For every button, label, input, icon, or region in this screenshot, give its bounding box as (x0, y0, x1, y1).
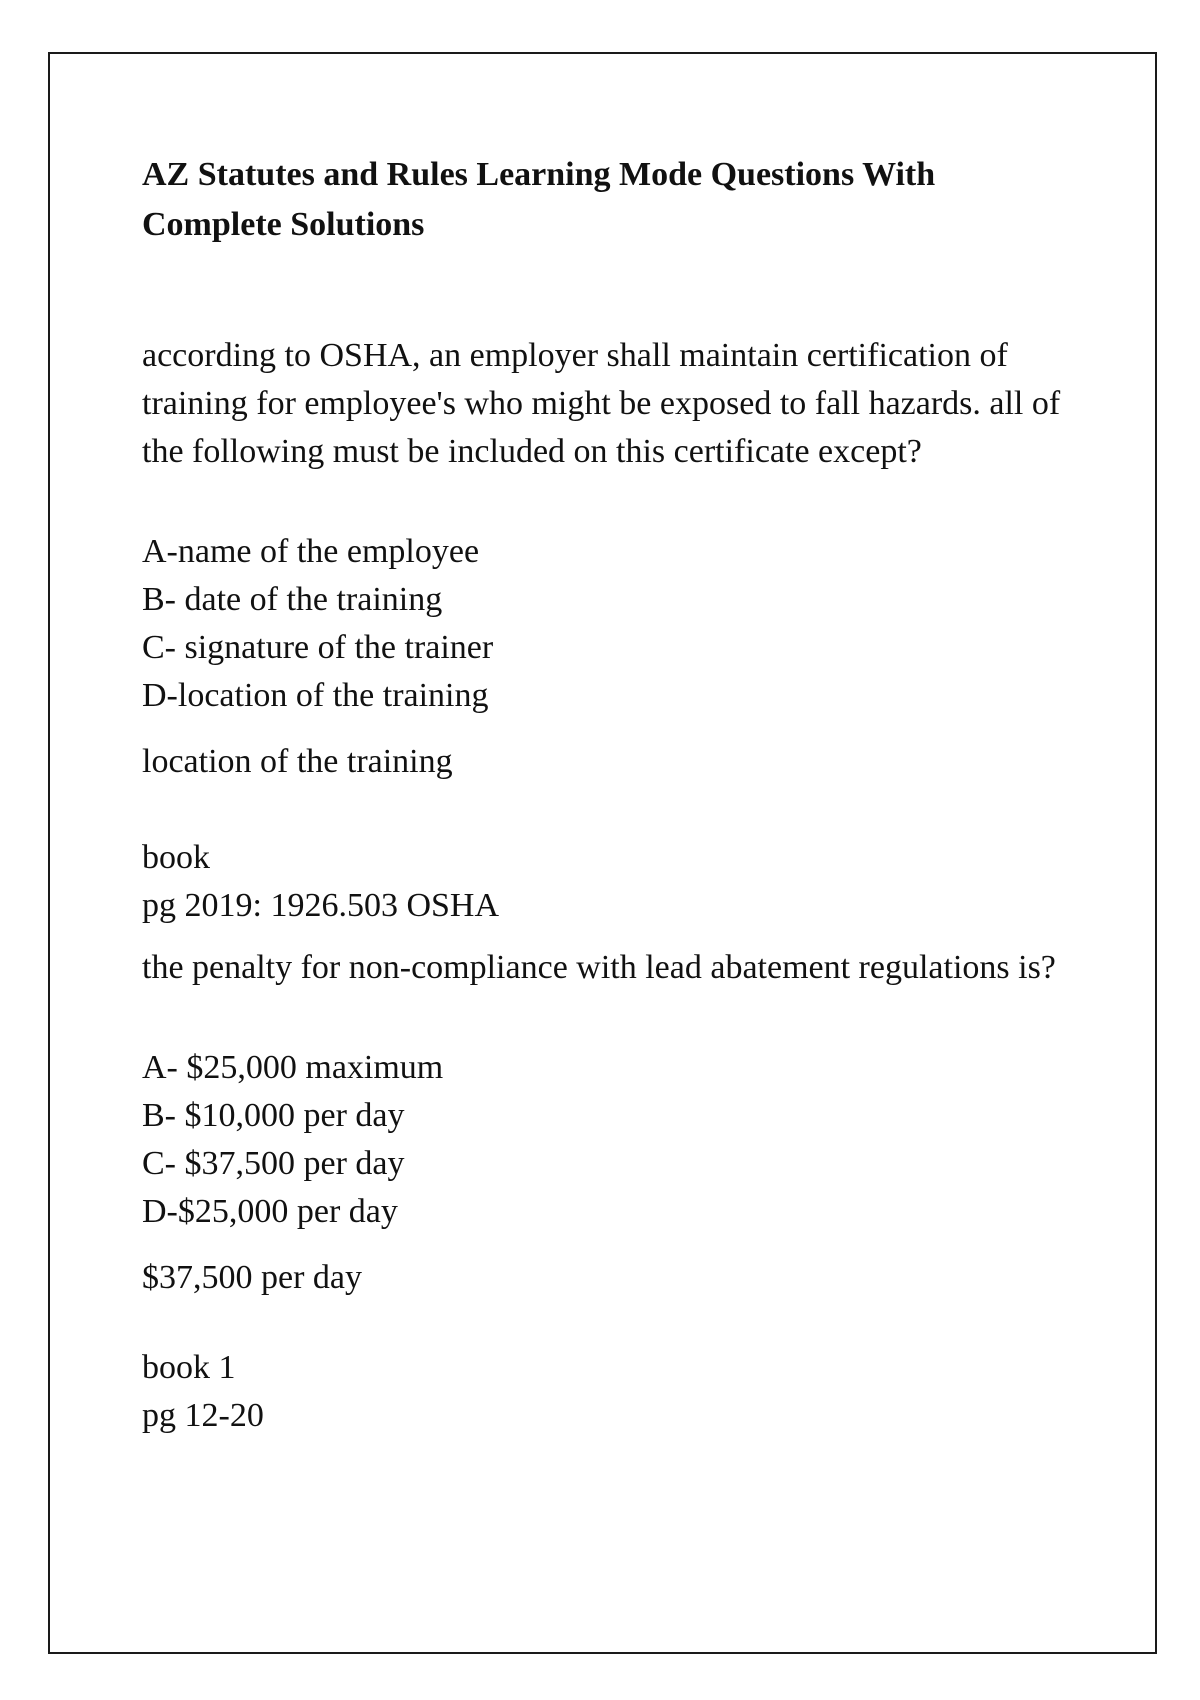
question-2-reference-source: book 1 (142, 1349, 236, 1386)
question-1-option-d: D-location of the training (142, 677, 489, 714)
question-2-option-b: B- $10,000 per day (142, 1097, 405, 1134)
question-2-text: the penalty for non-compliance with lead abatement regulations is? (142, 949, 1056, 986)
document-title: AZ Statutes and Rules Learning Mode Questions With Complete Solutions (142, 156, 936, 243)
question-1-answer: location of the training (142, 743, 453, 780)
question-1-options (142, 528, 1082, 720)
question-2-answer: $37,500 per day (142, 1259, 363, 1296)
question-1-option-a: A-name of the employee (142, 533, 480, 570)
question-2-reference-page: pg 12-20 (142, 1397, 264, 1434)
question-1-text: according to OSHA, an employer shall maintain certification of training for employee's who might be exposed to fall hazards. all of the following must be included on this certificate except? (142, 337, 1061, 470)
question-2-option-c: C- $37,500 per day (142, 1145, 405, 1182)
question-1-reference-source: book (142, 839, 210, 876)
question-1-option-c: C- signature of the trainer (142, 629, 494, 666)
question-2-option-d: D-$25,000 per day (142, 1193, 398, 1230)
document-content (142, 150, 1082, 1440)
question-2-option-a: A- $25,000 maximum (142, 1049, 444, 1086)
question-2-options (142, 1044, 1082, 1236)
question-1-option-b: B- date of the training (142, 581, 443, 618)
question-2-reference (142, 1344, 1082, 1440)
question-1-reference-page: pg 2019: 1926.503 OSHA (142, 887, 500, 924)
question-1-reference (142, 834, 1082, 930)
